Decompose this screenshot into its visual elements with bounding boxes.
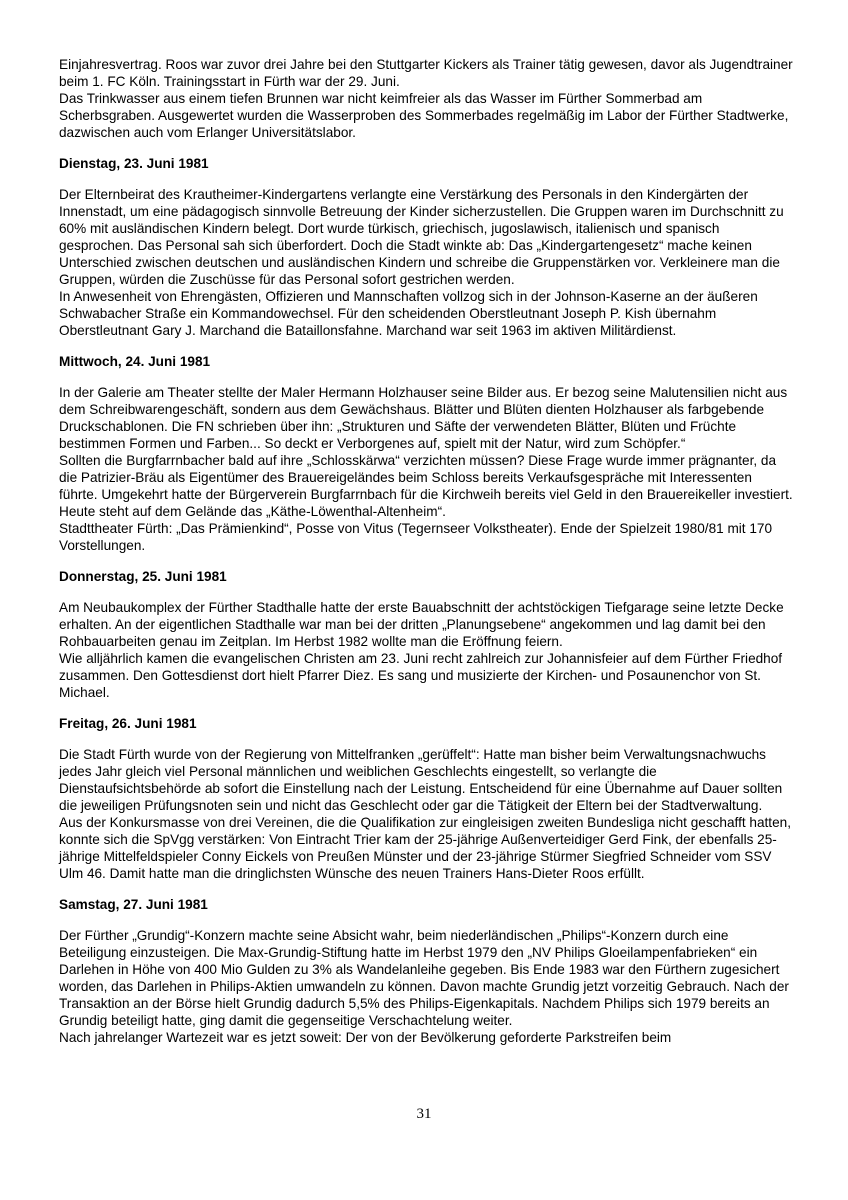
date-heading-freitag: Freitag, 26. Juni 1981 <box>59 716 197 731</box>
chronicle-paragraph: In der Galerie am Theater stellte der Maler Hermann Holzhauser seine Bilder aus. Er bezog seine Malutensilien nicht aus dem Schreibwarengeschäft, sondern aus dem Gewächshaus. Blätter und Blüten dienten Holzhauser als farbgebende Druckschablonen. Die FN schrieben über ihn: „Strukturen und Säfte der verwendeten Blätter, Blüten und Früchte bestimmen Formen und Farben... So deckt er Verborgenes auf, spielt mit der Natur, wird zum Schöpfer.“ <box>59 385 788 451</box>
intro-paragraph: Das Trinkwasser aus einem tiefen Brunnen war nicht keimfreier als das Wasser im Fürther Sommerbad am Scherbsgraben. Ausgewertet wurden die Wasserproben des Sommerbades regelmäßig im Labor der Fürther Stadtwerke, dazwischen auch vom Erlanger Universitätslabor. <box>59 91 789 140</box>
intro-paragraph: Einjahresvertrag. Roos war zuvor drei Jahre bei den Stuttgarter Kickers als Trainer tätig gewesen, davor als Jugendtrainer beim 1. FC Köln. Trainingsstart in Fürth war der 29. Juni. <box>59 57 793 89</box>
chronicle-paragraph: Sollten die Burgfarrnbacher bald auf ihre „Schlosskärwa“ verzichten müssen? Diese Frage wurde immer prägnanter, da die Patrizier-Bräu als Eigentümer des Brauereigeländes beim Schloss bereits Verkaufsgespräche mit Interessenten führte. Umgekehrt hatte der Bürgerverein Burgfarrnbach für die Kirchweih bereits viel Geld in den Brauereikeller investiert. Heute steht auf dem Gelände das „Käthe-Löwenthal-Altenheim“. <box>59 453 793 519</box>
document-content <box>59 56 794 1046</box>
chronicle-paragraph: Nach jahrelanger Wartezeit war es jetzt soweit: Der von der Bevölkerung geforderte Parkstreifen beim <box>59 1030 672 1045</box>
chronicle-paragraph: Der Elternbeirat des Krautheimer-Kindergartens verlangte eine Verstärkung des Personals in den Kindergärten der Innenstadt, um eine pädagogisch sinnvolle Betreuung der Kinder sicherzustellen. Die Gruppen waren im Durchschnitt zu 60% mit ausländischen Kindern belegt. Dort wurde türkisch, griechisch, jugoslawisch, italienisch und spanisch gesprochen. Das Personal sah sich überfordert. Doch die Stadt winkte ab: Das „Kindergartengesetz“ mache keinen Unterschied zwischen deutschen und ausländischen Kindern und schreibe die Gruppenstärken vor. Verkleinere man die Gruppen, würden die Zuschüsse für das Personal sofort gestrichen werden. <box>59 187 784 287</box>
chronicle-paragraph: Aus der Konkursmasse von drei Vereinen, die die Qualifikation zur eingleisigen zweiten Bundesliga nicht geschafft hatten, konnte sich die SpVgg verstärken: Von Eintracht Trier kam der 25-jährige Außenverteidiger Gerd Fink, der ebenfalls 25-jährige Mittelfeldspieler Conny Eickels von Preußen Münster und der 23-jährige Stürmer Siegfried Schneider vom SSV Ulm 46. Damit hatte man die dringlichsten Wünsche des neuen Trainers Hans-Dieter Roos erfüllt. <box>59 815 791 881</box>
chronicle-paragraph: Die Stadt Fürth wurde von der Regierung von Mittelfranken „gerüffelt“: Hatte man bisher beim Verwaltungsnachwuchs jedes Jahr gleich viel Personal männlichen und weiblichen Geschlechts eingestellt, so verlangte die Dienstaufsichtsbehörde ab sofort die Einstellung nach der Leistung. Entscheidend für eine Übernahme auf Dauer sollten die jeweiligen Prüfungsnoten sein und nicht das Geschlecht oder gar die Tätigkeit der Eltern bei der Stadtverwaltung. <box>59 747 783 813</box>
date-heading-mittwoch: Mittwoch, 24. Juni 1981 <box>59 354 211 369</box>
chronicle-paragraph: Der Fürther „Grundig“-Konzern machte seine Absicht wahr, beim niederländischen „Philips“-Konzern durch eine Beteiligung einzusteigen. Die Max-Grundig-Stiftung hatte im Herbst 1979 den „NV Philips Gloeilampenfabrieken“ ein Darlehen in Höhe von 400 Mio Gulden zu 3% als Wandelanleihe gegeben. Bis Ende 1983 war den Fürthern zugesichert worden, das Darlehen in Philips-Aktien umwandeln zu können. Davon machte Grundig jetzt vorzeitig Gebrauch. Nach der Transaktion an der Börse hielt Grundig dadurch 5,5% des Philips-Eigenkapitals. Nachdem Philips sich 1979 bereits an Grundig beteiligt hatte, ging damit die gegenseitige Verschachtelung weiter. <box>59 928 789 1028</box>
date-heading-samstag: Samstag, 27. Juni 1981 <box>59 897 208 912</box>
page-number: 31 <box>416 1106 432 1122</box>
chronicle-paragraph: Wie alljährlich kamen die evangelischen Christen am 23. Juni recht zahlreich zur Johannisfeier auf dem Fürther Friedhof zusammen. Den Gottesdienst dort hielt Pfarrer Diez. Es sang und musizierte der Kirchen- und Posaunenchor von St. Michael. <box>59 651 783 700</box>
date-heading-dienstag: Dienstag, 23. Juni 1981 <box>59 156 209 171</box>
chronicle-paragraph: In Anwesenheit von Ehrengästen, Offizieren und Mannschaften vollzog sich in der Johnson-Kaserne an der äußeren Schwabacher Straße ein Kommandowechsel. Für den scheidenden Oberstleutnant Joseph P. Kish übernahm Oberstleutnant Gary J. Marchand die Bataillonsfahne. Marchand war seit 1963 im aktiven Militärdienst. <box>59 289 758 338</box>
chronicle-paragraph: Am Neubaukomplex der Fürther Stadthalle hatte der erste Bauabschnitt der achtstöckigen Tiefgarage seine letzte Decke erhalten. An der eigentlichen Stadthalle war man bei der dritten „Planungsebene“ angekommen und lag damit bei den Rohbauarbeiten genau im Zeitplan. Im Herbst 1982 wollte man die Eröffnung feiern. <box>59 600 784 649</box>
date-heading-donnerstag: Donnerstag, 25. Juni 1981 <box>59 569 227 584</box>
chronicle-paragraph: Stadttheater Fürth: „Das Prämienkind“, Posse von Vitus (Tegernseer Volkstheater). Ende der Spielzeit 1980/81 mit 170 Vorstellungen. <box>59 521 773 553</box>
